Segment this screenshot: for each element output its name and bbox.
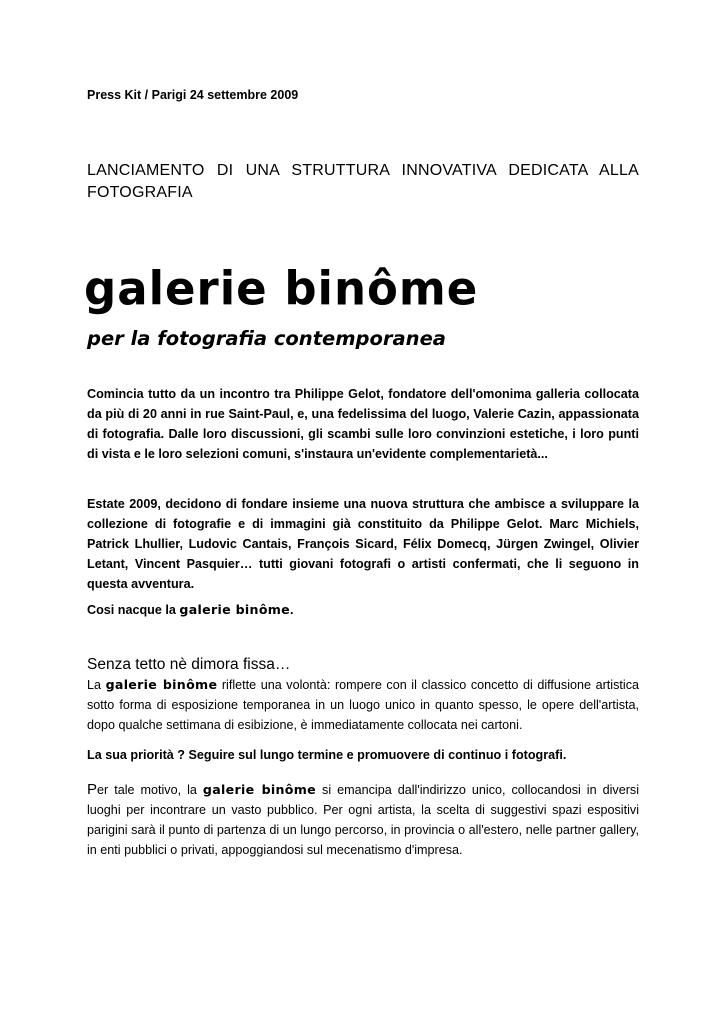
paragraph-vision-start: La [87, 678, 106, 692]
brand-mention: galerie binôme [105, 677, 218, 692]
paragraph-strategy [87, 780, 639, 860]
brand-mention: galerie binôme [202, 782, 317, 797]
paragraph-intro: Comincia tutto da un incontro tra Philippe Gelot, fondatore dell'omonima galleria collocata da più di 20 anni in rue Saint-Paul, e, una fedelissima del luogo, Valerie Cazin, appassionata di fotografia. Dalle loro discussioni, gli scambi sulle loro convinzioni estetiche, i loro punti di vista e le loro selezioni comuni, s'instaura un'evidente complementarietà... [87, 387, 639, 461]
paragraph-strategy-start: er tale motivo, la [97, 783, 203, 797]
brand-tagline: per la fotografia contemporanea [87, 327, 446, 350]
paragraph-strategy-text: si emancipa dall'indirizzo unico, collocandosi in diversi luoghi per incontrare un vasto pubblico. Per ogni artista, la scelta di suggestivi spazi espositivi parigini sarà il punto di partenza di un lungo percorso, in provincia o all'estero, nelle partner gallery, in enti pubblici o privati, appoggiandosi sul mecenatismo d'impresa. [87, 783, 639, 857]
paragraph-vision-text: riflette una volontà: rompere con il classico concetto di diffusione artistica sotto forma di esposizione temporanea in un luogo unico in quanto spesso, le opere dell'artista, dopo qualche settimana di esibizione, è immediatamente collocata nei cartoni. [87, 678, 639, 732]
brand-mention: galerie binôme [179, 602, 291, 617]
headline: LANCIAMENTO DI UNA STRUTTURA INNOVATIVA DEDICATA ALLA FOTOGRAFIA [87, 162, 639, 201]
brand-logo: galerie binôme [84, 261, 479, 316]
paragraph-priority: La sua priorità ? Seguire sul lungo termine e promuovere di continuo i fotografi. [87, 748, 567, 762]
paragraph-birth [87, 600, 639, 620]
section-heading: Senza tetto nè dimora fissa… [87, 656, 291, 673]
paragraph-founders: Estate 2009, decidono di fondare insieme una nuova struttura che ambisce a sviluppare la collezione di fotografie e di immagini già constituito da Philippe Gelot. Marc Michiels, Patrick Lhullier, Ludovic Cantais, François Sicard, Félix Domecq, Jürgen Zwingel, Olivier Letant, Vincent Pasquier… tutti giovani fotografi o artisti confermati, che li seguono in questa avventura. [87, 497, 639, 591]
dateline: Press Kit / Parigi 24 settembre 2009 [87, 88, 299, 102]
paragraph-strategy-initial: P [87, 781, 98, 798]
paragraph-birth-text: Cosi nacque la [87, 603, 180, 617]
paragraph-vision [87, 675, 639, 735]
paragraph-birth-end: . [290, 603, 294, 617]
